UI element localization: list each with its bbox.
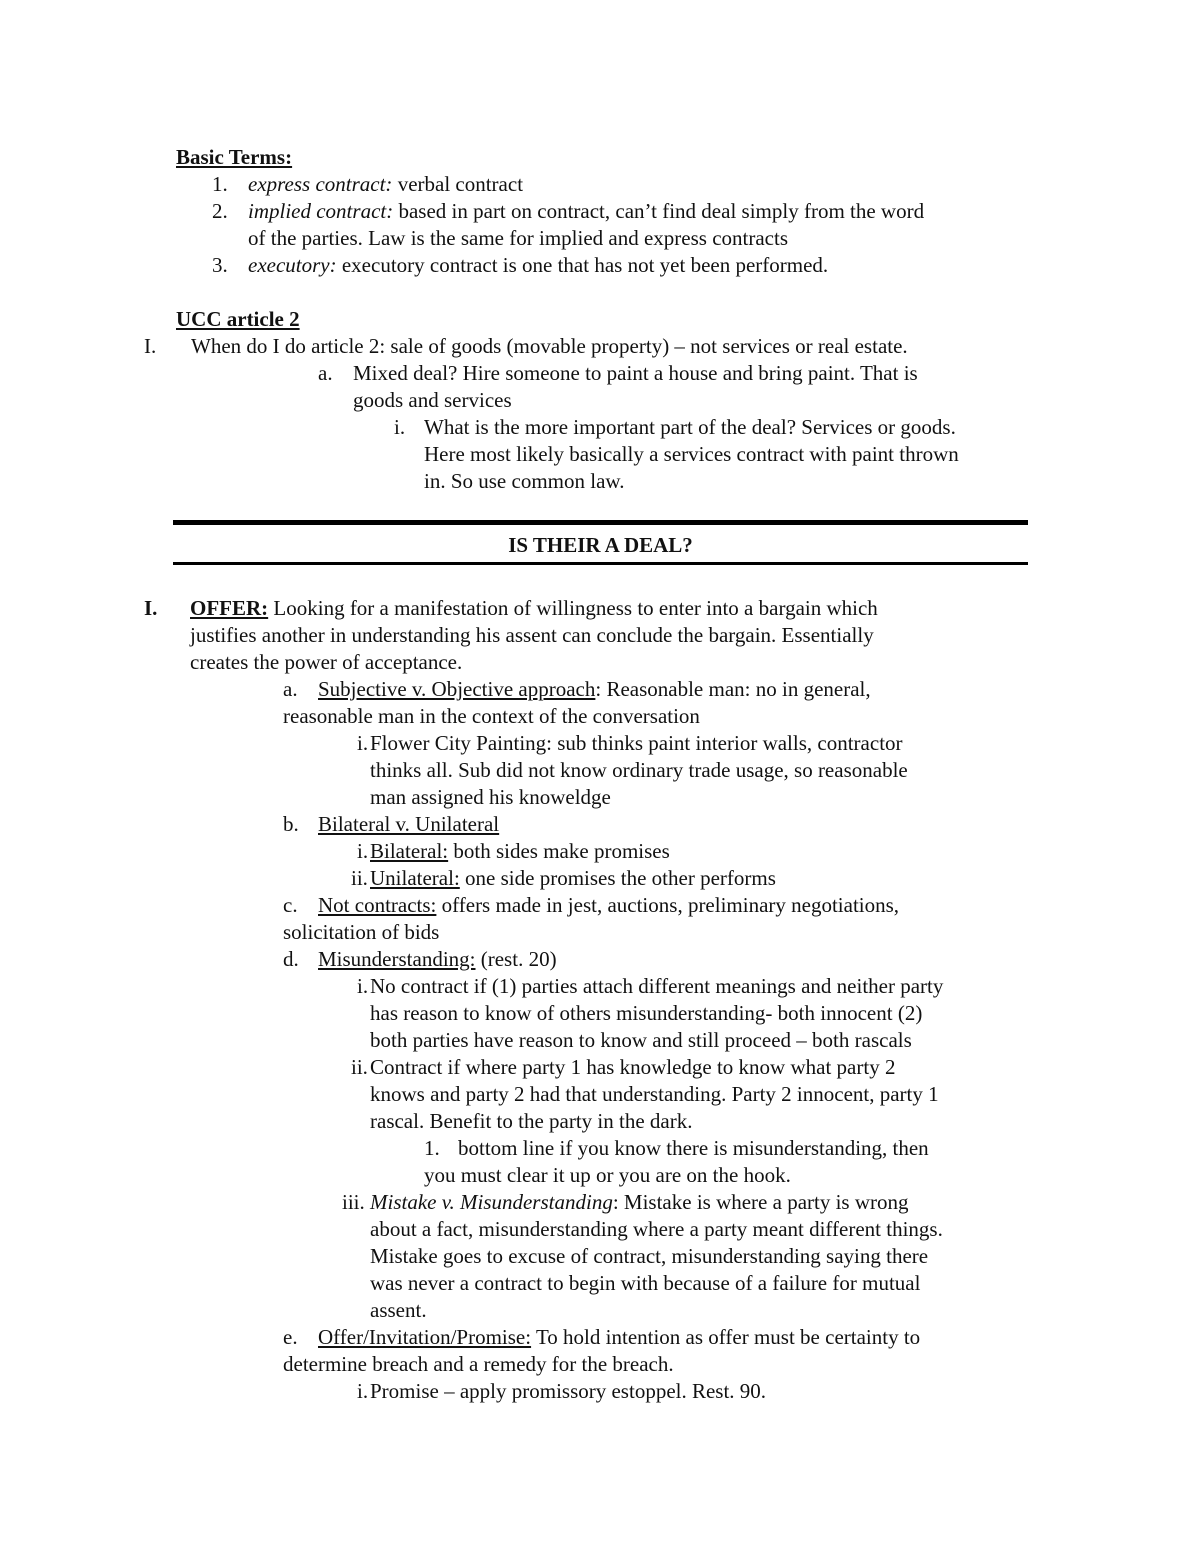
list-number: 2.	[212, 199, 228, 223]
term: express contract:	[248, 172, 393, 196]
list-item-continuation: man assigned his knoweldge	[370, 785, 611, 809]
list-number: 1.	[424, 1136, 440, 1160]
list-number: i.	[394, 415, 406, 439]
list-item-continuation: goods and services	[353, 388, 512, 412]
list-number: i.	[357, 974, 369, 998]
list-item	[248, 171, 523, 198]
list-item-continuation: solicitation of bids	[283, 920, 440, 944]
term-definition: executory contract is one that has not yet been performed.	[336, 253, 829, 277]
list-number: ii.	[351, 1055, 368, 1079]
term-definition: verbal contract	[392, 172, 524, 196]
list-item	[370, 838, 670, 865]
list-item	[370, 1189, 909, 1216]
item-text: (rest. 20)	[475, 947, 557, 971]
list-item-continuation: reasonable man in the context of the conversation	[283, 704, 700, 728]
item-label: Bilateral:	[370, 839, 449, 863]
term: implied contract:	[248, 199, 394, 223]
item-label: Subjective v. Objective approach	[318, 677, 596, 701]
item-label: Not contracts:	[318, 893, 437, 917]
item-label: Bilateral v. Unilateral	[318, 812, 500, 836]
item-text: : Reasonable man: no in general,	[595, 677, 871, 701]
list-item: No contract if (1) parties attach different meanings and neither party	[370, 974, 944, 998]
list-item-continuation: has reason to know of others misunderstanding- both innocent (2)	[370, 1001, 923, 1025]
list-item-continuation: knows and party 2 had that understanding. Party 2 innocent, party 1	[370, 1082, 939, 1106]
list-number: c.	[283, 893, 298, 917]
list-item-continuation: you must clear it up or you are on the hook.	[424, 1163, 791, 1187]
list-item	[248, 198, 924, 225]
list-number: i.	[357, 839, 369, 863]
item-label: Misunderstanding:	[318, 947, 476, 971]
list-item-continuation: was never a contract to begin with because of a failure for mutual	[370, 1271, 921, 1295]
list-item: Mixed deal? Hire someone to paint a house and bring paint. That is	[353, 361, 918, 385]
list-item	[318, 892, 899, 919]
item-label: Offer/Invitation/Promise:	[318, 1325, 532, 1349]
item-label: Unilateral:	[370, 866, 460, 890]
offer-line: creates the power of acceptance.	[190, 650, 463, 674]
list-item-continuation: in. So use common law.	[424, 469, 625, 493]
top-rule	[173, 520, 1028, 525]
offer-line	[190, 595, 878, 622]
list-item	[318, 1324, 920, 1351]
list-number: 3.	[212, 253, 228, 277]
list-item-continuation: rascal. Benefit to the party in the dark.	[370, 1109, 693, 1133]
list-item: Flower City Painting: sub thinks paint interior walls, contractor	[370, 731, 903, 755]
list-item: bottom line if you know there is misunderstanding, then	[458, 1136, 929, 1160]
list-number: ii.	[351, 866, 368, 890]
list-item-continuation: of the parties. Law is the same for implied and express contracts	[248, 226, 788, 250]
item-text: To hold intention as offer must be certainty to	[531, 1325, 921, 1349]
list-number: a.	[318, 361, 333, 385]
list-number: iii.	[342, 1190, 365, 1214]
item-text: both sides make promises	[448, 839, 670, 863]
list-number: a.	[283, 677, 298, 701]
basic-terms-heading: Basic Terms:	[176, 145, 293, 169]
offer-line: justifies another in understanding his assent can conclude the bargain. Essentially	[190, 623, 874, 647]
list-item-continuation: assent.	[370, 1298, 427, 1322]
list-number: i.	[357, 1379, 369, 1403]
item-text: offers made in jest, auctions, preliminary negotiations,	[436, 893, 900, 917]
list-item: What is the more important part of the deal? Services or goods.	[424, 415, 956, 439]
item-text: one side promises the other performs	[459, 866, 776, 890]
list-number: I.	[144, 334, 157, 358]
item-label: Mistake v. Misunderstanding	[370, 1190, 613, 1214]
term: executory:	[248, 253, 337, 277]
list-number: 1.	[212, 172, 228, 196]
section-title: IS THEIR A DEAL?	[508, 533, 693, 557]
list-item	[370, 865, 776, 892]
list-item	[248, 252, 828, 279]
list-item	[318, 676, 871, 703]
term-definition: based in part on contract, can’t find deal simply from the word	[393, 199, 925, 223]
list-item-continuation: determine breach and a remedy for the breach.	[283, 1352, 674, 1376]
list-number: I.	[144, 596, 158, 620]
list-item-continuation: Mistake goes to excuse of contract, misunderstanding saying there	[370, 1244, 929, 1268]
list-item-continuation: both parties have reason to know and still proceed – both rascals	[370, 1028, 912, 1052]
ucc-heading: UCC article 2	[176, 307, 300, 331]
list-item-continuation: about a fact, misunderstanding where a party meant different things.	[370, 1217, 943, 1241]
list-number: i.	[357, 731, 369, 755]
list-item: When do I do article 2: sale of goods (movable property) – not services or real estate.	[191, 334, 908, 358]
list-item: Contract if where party 1 has knowledge to know what party 2	[370, 1055, 896, 1079]
offer-label: OFFER:	[190, 596, 269, 620]
list-item-continuation: Here most likely basically a services contract with paint thrown	[424, 442, 959, 466]
offer-text: Looking for a manifestation of willingness to enter into a bargain which	[268, 596, 878, 620]
list-item-continuation: thinks all. Sub did not know ordinary trade usage, so reasonable	[370, 758, 908, 782]
list-number: b.	[283, 812, 299, 836]
list-number: d.	[283, 947, 299, 971]
bottom-rule	[173, 562, 1028, 565]
item-text: : Mistake is where a party is wrong	[612, 1190, 909, 1214]
list-number: e.	[283, 1325, 298, 1349]
list-item	[318, 946, 557, 973]
list-item: Promise – apply promissory estoppel. Rest. 90.	[370, 1379, 767, 1403]
